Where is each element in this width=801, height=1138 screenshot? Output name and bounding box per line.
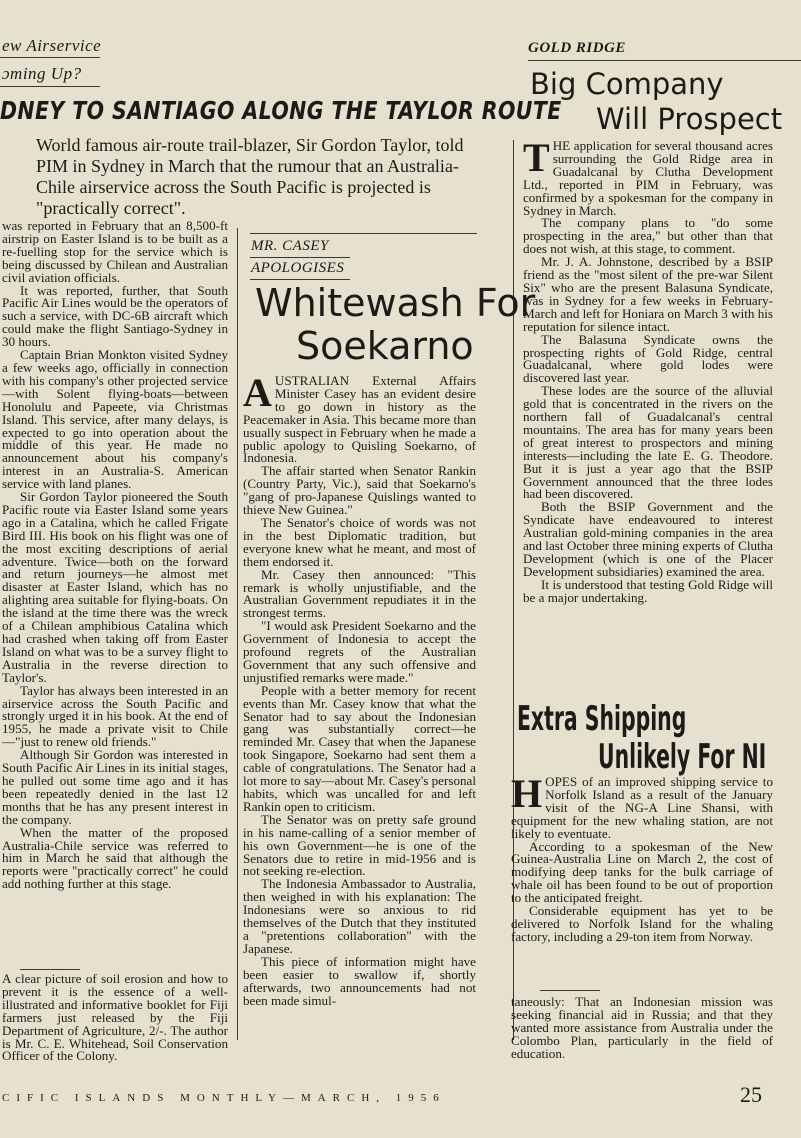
header-rule-right [528, 60, 801, 61]
middle-kicker-1: MR. CASEY [251, 238, 329, 254]
header-subtitle-left: ɔming Up? [2, 64, 82, 83]
header-rule-left-2 [0, 86, 100, 87]
left-column-article [2, 220, 228, 891]
middle-kicker-2: APOLOGISES [251, 260, 345, 276]
header-kicker-right: GOLD RIDGE [528, 40, 626, 56]
shipping-article [511, 771, 773, 944]
middle-paragraph-1: The affair started when Senator Rankin (Country Party, Vic.), said that Soekarno's "gang of pro-Japanese Quislings wanted to thieve New Guinea." [243, 463, 476, 518]
header-kicker-left: ew Airservice [2, 36, 102, 55]
column-divider-left [237, 228, 238, 1040]
middle-headline-line-2: Soekarno [296, 324, 474, 368]
left-paragraph-3: Captain Brian Monkton visited Sydney a few weeks ago, officially in connection with his company's other projected service—with Solent flying-boats—between Honolulu and Papeete, via Christmas Island. This service, after many delays, is expected to go into operation about the middle of this year. He made no announcement about his company's interest in an Australia-S. American service with land planes. [2, 347, 228, 492]
left-paragraph-5: Taylor has always been interested in an airservice across the South Pacific and strongly urged it in his book. At the end of 1955, he made a private visit to Chile—"just to renew old friends." [2, 682, 228, 750]
right-dropcap: T [523, 135, 550, 180]
right-paragraph-6: It is understood that testing Gold Ridge will be a major undertaking. [523, 576, 773, 605]
right-paragraph-5: Both the BSIP Government and the Syndicate have endeavoured to interest Australian gold-mining companies in the area and last October three mining experts of Clutha Development (which is one of the Placer Development subsidiaries) examined the area. [523, 499, 773, 579]
left-paragraph-7: When the matter of the proposed Australia-Chile service was referred to him in March he said that although the reports were "practically correct" he could add nothing further at this stage. [2, 824, 228, 892]
middle-headline-line-1: Whitewash For [255, 281, 536, 325]
continuation-paragraph: taneously: That an Indonesian mission was seeking financial aid in Russia; and that they wanted more assistance from Australia under the Colombo Plan, particularly in the field of education. [511, 994, 773, 1061]
middle-paragraph-2: The Senator's choice of words was not in the best Diplomatic tradition, but everyone knew what he meant, and most of them endorsed it. [243, 514, 476, 569]
middle-paragraph-6: The Senator was on pretty safe ground in his name-calling of a senior member of his own Government—he is one of the Senators due to retire in mid-1956 and is not seeking re-election. [243, 811, 476, 879]
shipping-dropcap: H [511, 771, 543, 816]
page-number: 25 [740, 1082, 762, 1107]
left-paragraph-6: Although Sir Gordon was interested in South Pacific Air Lines in its initial stages, he pulled out some time ago and it has been repeatedly denied in the last 12 months that he has any present interest in the company. [2, 747, 228, 827]
right-paragraph-4: These lodes are the source of the alluvial gold that is concentrated in the rivers on the northern fall of Guadalcanal's central mountains. The area has for many years been of great interest to prospectors and mining interests—including the late E. G. Theodore. But it is just a year ago that the BSIP Government announced that the three lodes had been discovered. [523, 383, 773, 502]
left-paragraph-4: Sir Gordon Taylor pioneered the South Pacific route via Easter Island some years ago in a Catalina, which he called Frigate Bird III. His book on his flight was one of the most exciting descriptions of aerial adventure. Twice—both on the forward and return journeys—he almost met disaster at Easter Island, which has no alighting area suitable for flying-boats. On the island at the time there was the wreck of a Chilean amphibious Catalina which had crashed when taking off from Easter Island on what was to be a survey flight to Australia in the reverse direction to Taylor's. [2, 489, 228, 685]
left-paragraph-1: was reported in February that an 8,500-ft airstrip on Easter Island is to be built as a re-fuelling stop for the service which is being discussed by Chilean and Australian civil aviation officials. [2, 218, 228, 285]
middle-kicker-rule-2 [250, 279, 350, 280]
header-rule-left [0, 57, 100, 58]
right-first-paragraph: HE application for several thousand acres surrounding the Gold Ridge area in Guadalcanal by Clutha Development Ltd., reported in PIM in February, was confirmed by a spokesman for the company in Sydney in March. [523, 138, 773, 218]
shipping-first-paragraph: OPES of an improved shipping service to Norfolk Island as a result of the January visit of the NG-A Line Shansi, with equipment for the new whaling station, are not likely to eventuate. [511, 774, 773, 841]
banner-headline: DNEY TO SANTIAGO ALONG THE TAYLOR ROUTE [0, 96, 562, 125]
right-section-divider [540, 990, 600, 991]
right-headline-line-1: Big Company [530, 67, 724, 101]
shipping-paragraph-2: Considerable equipment has yet to be delivered to Norfolk Island for the whaling factory, including a 29-ton item from Norway. [511, 903, 773, 944]
middle-paragraph-8: This piece of information might have been easier to swallow if, shortly afterwards, two announcements had not been made simul- [243, 953, 476, 1008]
middle-kicker-rule [250, 257, 350, 258]
left-paragraph-2: It was reported, further, that South Pacific Air Lines would be the operators of such a service, with DC-6B aircraft which could make the flight Santiago-Sydney in 30 hours. [2, 282, 228, 350]
shipping-headline-line-2: Unlikely For NI [598, 737, 767, 777]
right-paragraph-1: The company plans to "do some prospecting in the area," but other than that does not wish, at this stage, to comment. [523, 215, 773, 257]
shipping-paragraph-1: According to a spokesman of the New Guinea-Australia Line on March 2, the cost of modifying deep tanks for the bulk carriage of whale oil has been found to be out of proportion to the anticipated freight. [511, 838, 773, 906]
middle-top-rule [250, 233, 477, 234]
erosion-note: A clear picture of soil erosion and how to prevent it is the essence of a well-illustrated and informative booklet for Fiji farmers just released by the Fiji Department of Agriculture, 2/-. The author is Mr. C. E. Whitehead, Soil Conservation Officer of the Colony. [2, 971, 228, 1064]
right-headline-line-2: Will Prospect [596, 102, 783, 136]
left-section-divider [20, 969, 80, 970]
intro-standfirst: World famous air-route trail-blazer, Sir Gordon Taylor, told PIM in Sydney in March that the rumour that an Australia-Chile airservice across the South Pacific is projected is "practically correct". [36, 135, 464, 218]
shipping-headline-line-1: Extra Shipping [517, 699, 687, 739]
right-paragraph-2: Mr. J. A. Johnstone, described by a BSIP friend as the "most silent of the pre-war Silent Six" who are the present Balasuna Syndicate, was in Sydney for a few weeks in February-March and left for Honiara on March 3 with his reputation for silence intact. [523, 254, 773, 334]
middle-column-article [243, 370, 476, 1008]
right-paragraph-3: The Balasuna Syndicate owns the prospecting rights of Gold Ridge, central Guadalcanal, where gold lodes were discovered last year. [523, 331, 773, 386]
middle-paragraph-5: People with a better memory for recent events than Mr. Casey know that what the Senator had to say about the Indonesian gang was substantially correct—he reminded Mr. Casey that when the Japanese took Singapore, Soekarno had sent them a cable of congratulations. The Senator had a lot more to say—about Mr. Casey's personal habits, which was uncalled for and left Rankin open to criticism. [243, 682, 476, 814]
middle-paragraph-7: The Indonesia Ambassador to Australia, then weighed in with his explanation: The Indonesians were so anxious to rid themselves of the Dutch that they instituted a "pretentions collaboration" with the Japanese. [243, 876, 476, 956]
middle-paragraph-3: Mr. Casey then announced: "This remark is wholly unjustifiable, and the Australian Government repudiates it in the strongest terms. [243, 566, 476, 621]
middle-first-paragraph: USTRALIAN External Affairs Minister Casey has an evident desire to go down in history as the Peacemaker in Asia. This became more than usually suspect in February when he made a public apology to Quisling Soekarno, of Indonesia. [243, 373, 476, 466]
middle-paragraph-4: "I would ask President Soekarno and the Government of Indonesia to accept the profound regrets of the Australian Government that any such offensive and unjustified remarks were made." [243, 618, 476, 685]
footer-running-title: CIFIC ISLANDS MONTHLY—MARCH, 1956 [2, 1092, 446, 1104]
right-column-article [523, 135, 773, 605]
middle-dropcap: A [243, 370, 272, 415]
